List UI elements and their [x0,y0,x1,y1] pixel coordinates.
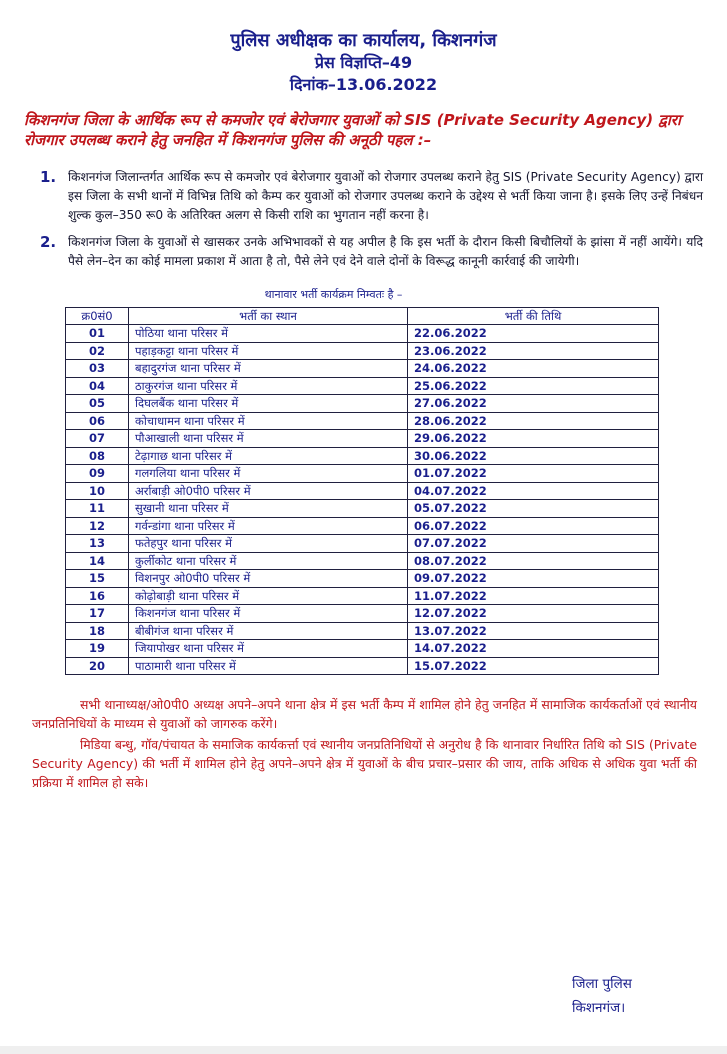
recruitment-schedule-table [65,307,659,675]
row-place: टेढ़ागाछ थाना परिसर में [129,447,408,465]
row-date: 14.07.2022 [408,640,659,658]
row-date: 12.07.2022 [408,605,659,623]
row-place: अर्राबाड़ी ओ0पी0 परिसर में [129,482,408,500]
press-release-page [0,30,727,1054]
row-date: 13.07.2022 [408,622,659,640]
row-place: पोठिया थाना परिसर में [129,325,408,343]
signature-block [572,972,632,1020]
row-date: 23.06.2022 [408,342,659,360]
row-serial: 17 [66,605,129,623]
row-place: पाठामारी थाना परिसर में [129,657,408,675]
release-number: प्रेस विज्ञप्ति–49 [314,53,413,72]
table-row [66,360,659,378]
row-serial: 11 [66,500,129,518]
row-serial: 13 [66,535,129,553]
table-row [66,377,659,395]
row-serial: 06 [66,412,129,430]
subject-line: किशनगंज जिला के आर्थिक रूप से कमजोर एवं बेरोजगार युवाओं को SIS (Private Security Agency) द्वारा रोजगार उपलब्ध कराने हेतु जनहित में किशनगंज पुलिस की अनूठी पहल :– [24,111,681,149]
point-number: 2. [40,233,57,251]
row-place: कोढ़ोबाड़ी थाना परिसर में [129,587,408,605]
point-text: किशनगंज जिला के युवाओं से खासकर उनके अभिभावकों से यह अपील है कि इस भर्ती के दौरान किसी बिचौलियों के झांसा में नहीं आयेंगे। यदि पैसे लेन–देन का कोई मामला प्रकाश में आता है तो, पैसे लेने एवं देने वाले दोनों के विरूद्ध कानूनी कार्रवाई की जायेगी। [68,235,703,268]
table-caption: थानावार भर्ती कार्यक्रम निम्वतः है – [264,288,403,301]
row-serial: 03 [66,360,129,378]
table-row [66,622,659,640]
row-place: फतेहपुर थाना परिसर में [129,535,408,553]
row-place: विशनपुर ओ0पी0 परिसर में [129,570,408,588]
row-serial: 20 [66,657,129,675]
row-place: सुखानी थाना परिसर में [129,500,408,518]
release-date: दिनांक–13.06.2022 [289,75,438,94]
row-serial: 04 [66,377,129,395]
table-row [66,412,659,430]
header-serial: क्र0सं0 [66,308,129,325]
row-date: 27.06.2022 [408,395,659,413]
closing-paragraph: मिडिया बन्धु, गॉव/पंचायत के समाजिक कार्यकर्त्ता एवं स्थानीय जनप्रतिनिधियों से अनुरोध है कि थानावार निर्धारित तिथि को SIS (Private Security Agency) की भर्ती में शामिल होने हेतु अपने–अपने क्षेत्र में युवाओं के बीच प्रचार–प्रसार की जाय, ताकि अधिक से अधिक युवा भर्ती की प्रक्रिया में शामिल हो सके। [32,737,697,790]
table-row [66,447,659,465]
point-number: 1. [40,168,57,186]
row-place: पहाड़कट्टा थाना परिसर में [129,342,408,360]
point-item [40,233,703,271]
table-row [66,342,659,360]
row-place: कोचाधामन थाना परिसर में [129,412,408,430]
row-serial: 14 [66,552,129,570]
row-serial: 19 [66,640,129,658]
row-place: बीबीगंज थाना परिसर में [129,622,408,640]
row-serial: 01 [66,325,129,343]
header-place: भर्ती का स्थान [129,308,408,325]
table-row [66,430,659,448]
row-date: 11.07.2022 [408,587,659,605]
table-row [66,605,659,623]
table-body [66,325,659,675]
row-serial: 08 [66,447,129,465]
numbered-points [40,168,703,271]
table-row [66,325,659,343]
table-row [66,500,659,518]
row-date: 07.07.2022 [408,535,659,553]
row-serial: 09 [66,465,129,483]
header-date: भर्ती की तिथि [408,308,659,325]
letter-header [0,30,727,96]
table-row [66,587,659,605]
row-date: 29.06.2022 [408,430,659,448]
table-row [66,640,659,658]
row-date: 09.07.2022 [408,570,659,588]
row-date: 05.07.2022 [408,500,659,518]
row-date: 24.06.2022 [408,360,659,378]
row-date: 30.06.2022 [408,447,659,465]
point-item [40,168,703,225]
row-place: पौआखाली थाना परिसर में [129,430,408,448]
row-date: 04.07.2022 [408,482,659,500]
closing-paragraph: सभी थानाध्यक्ष/ओ0पी0 अध्यक्ष अपने–अपने थाना क्षेत्र में इस भर्ती कैम्प में शामिल होने हेतु जनहित में सामाजिक कार्यकर्ताओं एवं स्थानीय जनप्रतिनिधियों के माध्यम से युवाओं को जागरुक करेंगे। [32,697,697,731]
point-text: किशनगंज जिलान्तर्गत आर्थिक रूप से कमजोर एवं बेरोजगार युवाओं को रोजगार उपलब्ध कराने हेतु SIS (Private Security Agency) द्वारा इस जिला के सभी थानों में विभिन्न तिथि को कैम्प कर युवाओं को रोजगार उपलब्ध कराने के उद्देश्य से भर्ती किया जाना है। इसके लिए उन्हें निबंधन शुल्क कुल–350 रू0 के अतिरिक्त अलग से किसी राशि का भुगतान नहीं करना है। [68,170,703,222]
bottom-strip [0,1046,727,1054]
row-serial: 16 [66,587,129,605]
table-row [66,657,659,675]
row-place: जियापोखर थाना परिसर में [129,640,408,658]
office-title: पुलिस अधीक्षक का कार्यालय, किशनगंज [230,30,497,51]
row-serial: 07 [66,430,129,448]
row-place: कुर्लीकोट थाना परिसर में [129,552,408,570]
row-date: 06.07.2022 [408,517,659,535]
table-row [66,552,659,570]
row-place: गलगलिया थाना परिसर में [129,465,408,483]
row-serial: 12 [66,517,129,535]
row-place: बहादुरगंज थाना परिसर में [129,360,408,378]
table-row [66,482,659,500]
row-date: 22.06.2022 [408,325,659,343]
row-date: 01.07.2022 [408,465,659,483]
row-place: किशनगंज थाना परिसर में [129,605,408,623]
table-header-row [66,308,659,325]
table-row [66,517,659,535]
row-serial: 05 [66,395,129,413]
signature-line-2: किशनगंज। [572,1000,626,1016]
table-row [66,395,659,413]
row-serial: 15 [66,570,129,588]
row-serial: 02 [66,342,129,360]
table-row [66,535,659,553]
row-serial: 18 [66,622,129,640]
signature-line-1: जिला पुलिस [572,976,632,992]
row-date: 15.07.2022 [408,657,659,675]
row-serial: 10 [66,482,129,500]
closing-paragraphs [32,695,697,792]
row-date: 28.06.2022 [408,412,659,430]
row-place: दिघलबैंक थाना परिसर में [129,395,408,413]
row-place: गर्वन्डांगा थाना परिसर में [129,517,408,535]
table-row [66,570,659,588]
table-row [66,465,659,483]
row-date: 08.07.2022 [408,552,659,570]
row-place: ठाकुरगंज थाना परिसर में [129,377,408,395]
row-date: 25.06.2022 [408,377,659,395]
